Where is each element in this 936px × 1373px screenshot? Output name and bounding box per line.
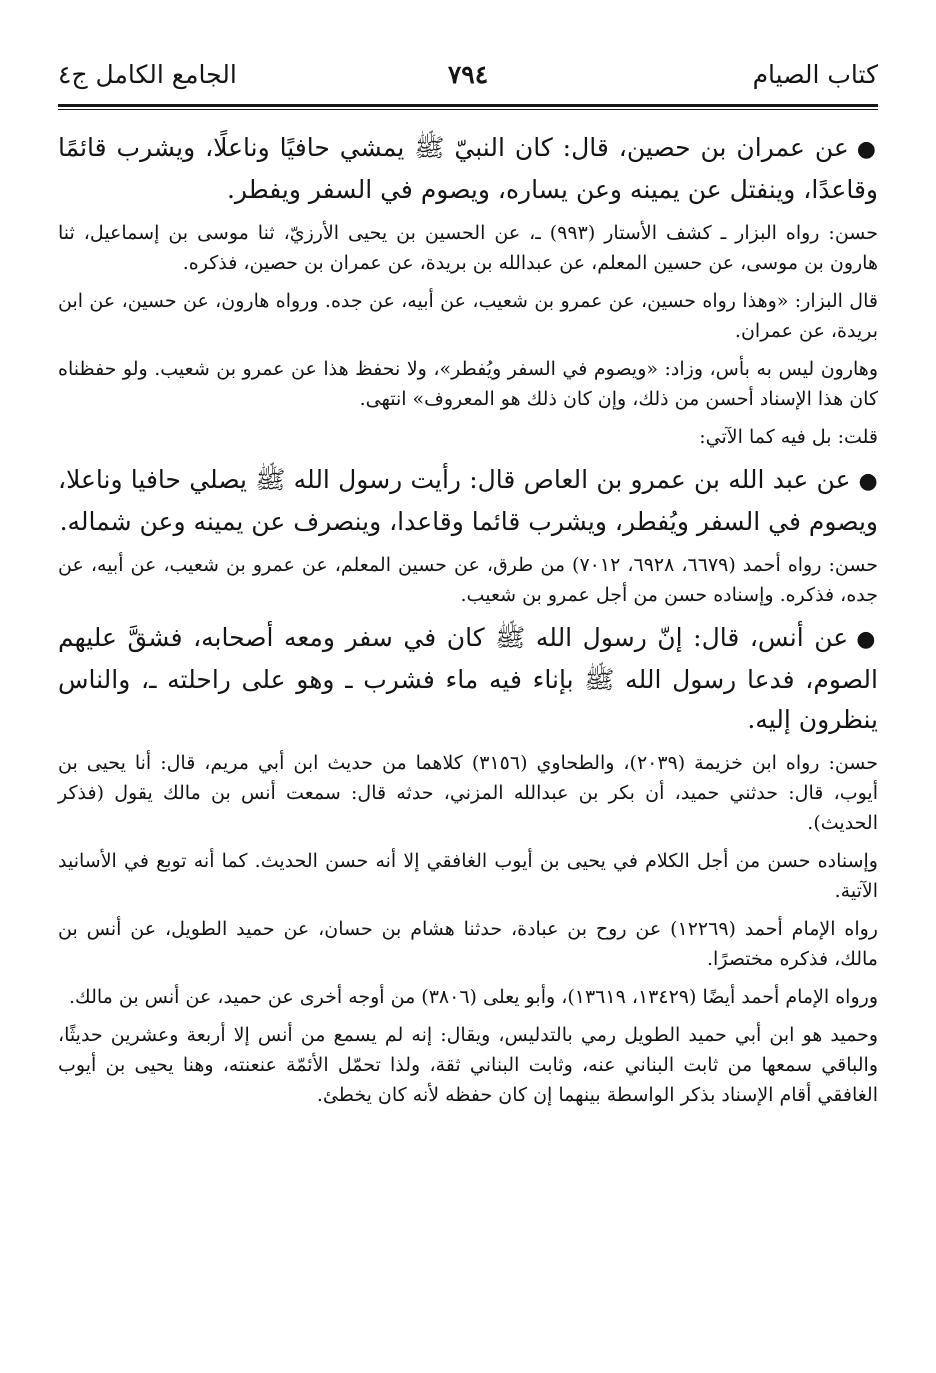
takhrij-note: قال البزار: «وهذا رواه حسين، عن عمرو بن شعيب، عن أبيه، عن جده. ورواه هارون، عن حسين، عن ابن بريدة، عن عمران. [58, 290, 878, 342]
takhrij-note: وحميد هو ابن أبي حميد الطويل رمي بالتدليس، ويقال: إنه لم يسمع من أنس إلا أربعة وعشرين حديثًا، والباقي سمعها من ثابت البناني عنه، وثابت البناني ثقة، ولذا تحمّل الأئمّة عنعنته، وهنا يحيى بن أيوب الغافقي أقام الإسناد بذكر الواسطة بينهما إن كان حفظه لأنه كان يخطئ. [58, 1024, 878, 1106]
bullet-icon: ● [856, 137, 878, 162]
takhrij-note: ورواه الإمام أحمد أيضًا (١٣٤٢٩، ١٣٦١٩)، وأبو يعلى (٣٨٠٦) من أوجه أخرى عن حميد، عن أنس بن مالك. [69, 986, 878, 1008]
page-body [58, 128, 878, 1118]
hadith-paragraph [58, 128, 878, 210]
header-rule-thin [58, 109, 878, 110]
hadith-text: عن عمران بن حصين، قال: كان النبيّ ﷺ يمشي حافيًا وناعلًا، ويشرب قائمًا وقاعدًا، وينفتل عن يمينه وعن يساره، ويصوم في السفر ويفطر. [58, 133, 878, 204]
takhrij-note: حسن: رواه ابن خزيمة (٢٠٣٩)، والطحاوي (٣١٥٦) كلاهما من حديث ابن أبي مريم، قال: أنا يحيى بن أيوب، قال: حدثني حميد، أن بكر بن عبدالله المزني، حدثه قال: سمعت أنس بن مالك يقول (فذكر الحديث). [58, 752, 879, 834]
running-header [58, 54, 878, 100]
takhrij-note: رواه الإمام أحمد (١٢٢٦٩) عن روح بن عبادة، حدثنا هشام بن حسان، عن حميد الطويل، عن أنس بن مالك، فذكره مختصرًا. [58, 918, 878, 970]
hadith-text: عن عبد الله بن عمرو بن العاص قال: رأيت رسول الله ﷺ يصلي حافيا وناعلا، ويصوم في السفر ويُفطر، ويشرب قائما وقاعدا، وينصرف عن يمينه وعن شماله. [58, 465, 878, 536]
collection-title: الجامع الكامل ج٤ [58, 60, 237, 89]
takhrij-note: وإسناده حسن من أجل الكلام في يحيى بن أيوب الغافقي إلا أنه حسن الحديث. كما أنه توبع في الأسانيد الآتية. [58, 850, 878, 902]
hadith-paragraph [58, 618, 878, 740]
header-rule [58, 104, 878, 107]
takhrij-note: وهارون ليس به بأس، وزاد: «ويصوم في السفر ويُفطر»، ولا نحفظ هذا عن عمرو بن شعيب. ولو حفظناه كان هذا الإسناد أحسن من ذلك، وإن كان ذلك هو المعروف» انتهى. [58, 358, 878, 410]
takhrij-note: حسن: رواه البزار ـ كشف الأستار (٩٩٣) ـ، عن الحسين بن يحيى الأرزيّ، ثنا موسى بن إسماعيل، ثنا هارون بن موسى، عن حسين المعلم، عن عبدالله بن بريدة، عن عمران بن حصين، فذكره. [58, 222, 878, 274]
hadith-text: عن أنس، قال: إنّ رسول الله ﷺ كان في سفر ومعه أصحابه، فشقَّ عليهم الصوم، فدعا رسول الله ﷺ بإناء فيه ماء فشرب ـ وهو على راحلته ـ، والناس ينظرون إليه. [58, 623, 878, 734]
bullet-icon: ● [856, 627, 878, 652]
bullet-icon: ● [858, 469, 878, 494]
takhrij-note: حسن: رواه أحمد (٦٦٧٩، ٦٩٢٨، ٧٠١٢) من طرق، عن حسين المعلم، عن عمرو بن شعيب، عن أبيه، عن جده، فذكره. وإسناده حسن من أجل عمرو بن شعيب. [58, 554, 879, 606]
page-number: ٧٩٤ [447, 60, 489, 89]
hadith-paragraph [58, 460, 878, 542]
takhrij-note: قلت: بل فيه كما الآتي: [699, 426, 878, 448]
book-title: كتاب الصيام [752, 60, 878, 89]
